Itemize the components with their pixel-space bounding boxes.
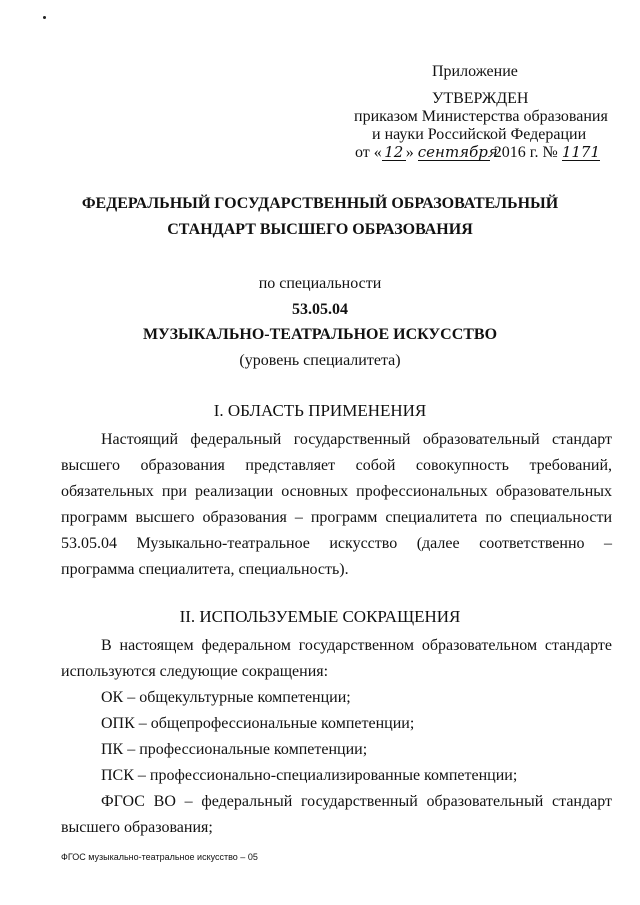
- section1-paragraph: Настоящий федеральный государственный образовательный стандарт высшего образования представляет собой совокупность требований, обязательных при реализации основных профессиональных образовательных программ высшего образования – программ специалитета по специальности 53.05.04 Музыкально-театральное искусство (далее соответственно – программа специалитета, специальность).: [61, 431, 612, 578]
- order-month-handwritten: сентября: [417, 143, 498, 161]
- order-year: 2016 г. №: [493, 144, 558, 161]
- order-quote-close: »: [405, 144, 414, 161]
- order-line-federation: и науки Российской Федерации: [372, 126, 587, 143]
- page-footer: ФГОС музыкально-театральное искусство – 05: [61, 852, 258, 862]
- standard-title-line1: ФЕДЕРАЛЬНЫЙ ГОСУДАРСТВЕННЫЙ ОБРАЗОВАТЕЛЬНЫЙ: [81, 195, 559, 212]
- approved-label: УТВЕРЖДЕН: [432, 90, 529, 107]
- abbreviation-list: [101, 685, 612, 789]
- order-number-handwritten: 1171: [561, 143, 600, 161]
- abbreviation-item-ok: ОК – общекультурные компетенции;: [101, 689, 351, 706]
- abbreviation-item-fgos: ФГОС ВО – федеральный государственный образовательный стандарт высшего образования;: [61, 793, 612, 836]
- section2-heading: II. ИСПОЛЬЗУЕМЫЕ СОКРАЩЕНИЯ: [179, 607, 461, 626]
- section1-heading: I. ОБЛАСТЬ ПРИМЕНЕНИЯ: [213, 401, 427, 420]
- section2-intro: В настоящем федеральном государственном образовательном стандарте используются следующие сокращения:: [61, 637, 612, 680]
- order-day-handwritten: 12: [384, 143, 404, 161]
- scan-speck: [43, 16, 46, 19]
- order-date-line: [355, 144, 600, 162]
- appendix-label: Приложение: [432, 63, 518, 80]
- order-date-prefix: от «: [355, 144, 382, 161]
- specialty-label: по специальности: [258, 275, 382, 292]
- abbreviation-item-opk: ОПК – общепрофессиональные компетенции;: [101, 715, 415, 732]
- specialty-level: (уровень специалитета): [239, 352, 401, 369]
- abbreviation-item-pk: ПК – профессиональные компетенции;: [101, 741, 368, 758]
- specialty-code: 53.05.04: [292, 301, 348, 318]
- standard-title-line2: СТАНДАРТ ВЫСШЕГО ОБРАЗОВАНИЯ: [167, 221, 473, 238]
- specialty-name: МУЗЫКАЛЬНО-ТЕАТРАЛЬНОЕ ИСКУССТВО: [142, 326, 498, 343]
- order-line-ministry: приказом Министерства образования: [354, 108, 608, 125]
- abbreviation-item-psk: ПСК – профессионально-специализированные компетенции;: [101, 767, 518, 784]
